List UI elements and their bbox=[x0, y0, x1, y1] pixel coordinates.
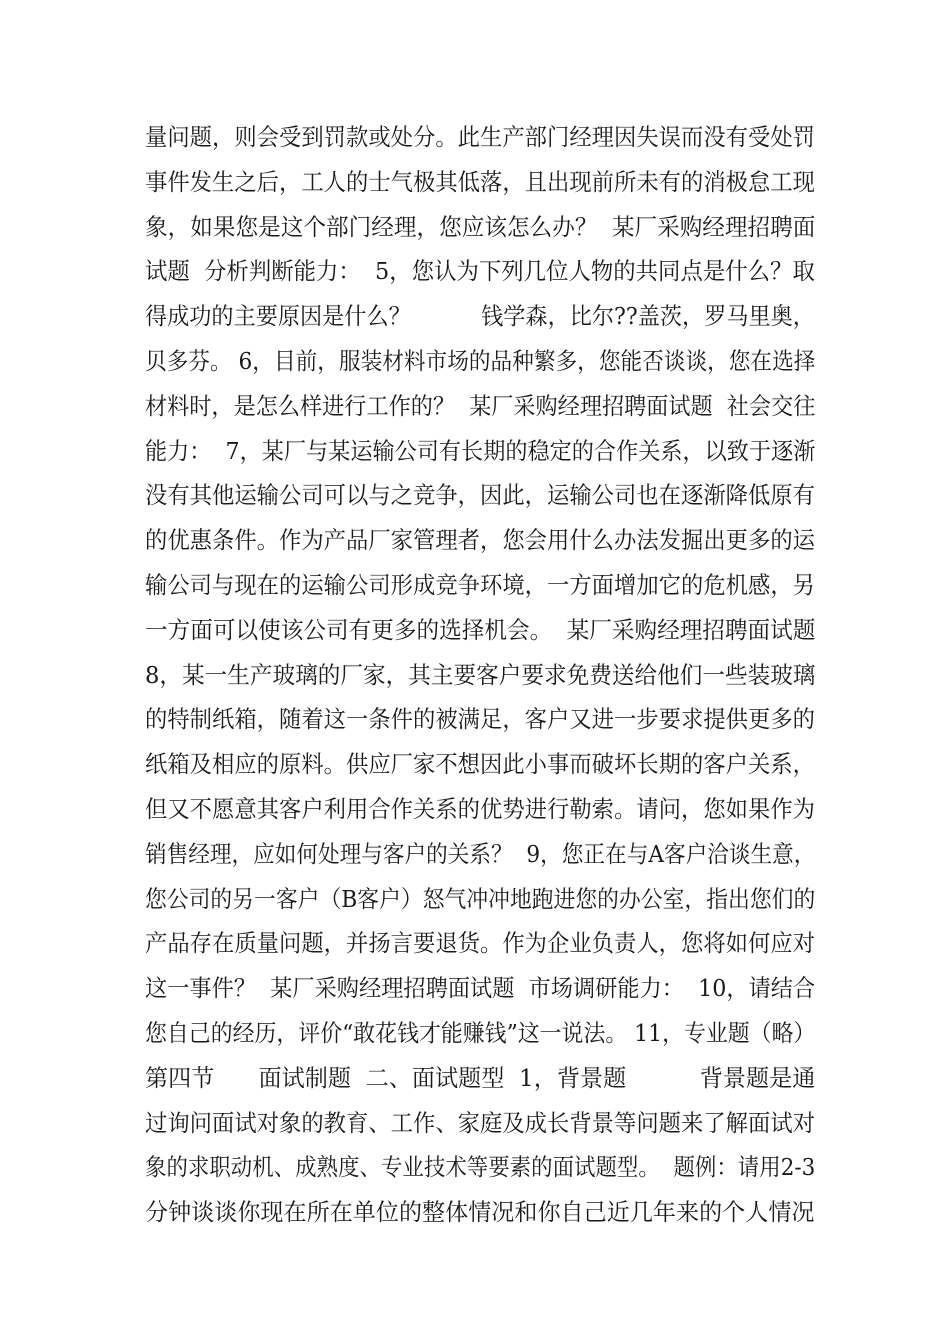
text-line: 试题 分析判断能力： 5，您认为下列几位人物的共同点是什么？取 bbox=[145, 257, 815, 286]
text-line: 能力： 7，某厂与某运输公司有长期的稳定的合作关系，以致于逐渐 bbox=[145, 436, 816, 465]
text-line: 输公司与现在的运输公司形成竞争环境，一方面增加它的危机感，另 bbox=[145, 570, 815, 599]
text-line: 材料时，是怎么样进行工作的？ 某厂采购经理招聘面试题 社会交往 bbox=[145, 391, 816, 420]
text-line: 销售经理，应如何处理与客户的关系？ 9，您正在与A客户洽谈生意， bbox=[145, 839, 816, 868]
text-line: 产品存在质量问题，并扬言要退货。作为企业负责人，您将如何应对 bbox=[145, 929, 815, 958]
body-text bbox=[145, 115, 815, 1235]
text-line: 没有其他运输公司可以与之竞争，因此，运输公司也在逐渐降低原有 bbox=[145, 481, 815, 510]
text-line: 第四节 面试制题 二、面试题型 1，背景题 背景题是通 bbox=[145, 1063, 816, 1092]
text-line: 您自己的经历，评价“敢花钱才能赚钱”这一说法。 11，专业题（略） bbox=[145, 1018, 816, 1047]
text-line: 您公司的另一客户（B客户）怒气冲冲地跑进您的办公室，指出您们的 bbox=[145, 884, 816, 913]
text-line: 量问题，则会受到罚款或处分。此生产部门经理因失误而没有受处罚 bbox=[145, 123, 815, 151]
text-line: 这一事件？ 某厂采购经理招聘面试题 市场调研能力： 10，请结合 bbox=[145, 974, 816, 1003]
text-line: 分钟谈谈你现在所在单位的整体情况和你自己近几年来的个人情况 bbox=[145, 1198, 815, 1227]
text-line: 纸箱及相应的原料。供应厂家不想因此小事而破坏长期的客户关系， bbox=[145, 750, 815, 779]
text-line: 一方面可以使该公司有更多的选择机会。 某厂采购经理招聘面试题 bbox=[145, 615, 816, 644]
text-line: 象的求职动机、成熟度、专业技术等要素的面试题型。 题例：请用2-3 bbox=[145, 1153, 816, 1182]
text-line: 象，如果您是这个部门经理，您应该怎么办？ 某厂采购经理招聘面 bbox=[145, 212, 816, 241]
text-line: 的优惠条件。作为产品厂家管理者，您会用什么办法发掘出更多的运 bbox=[145, 526, 815, 555]
text-line: 过询问面试对象的教育、工作、家庭及成长背景等问题来了解面试对 bbox=[145, 1108, 815, 1137]
text-line: 的特制纸箱，随着这一条件的被满足，客户又进一步要求提供更多的 bbox=[145, 705, 815, 734]
text-line: 贝多芬。 6，目前，服装材料市场的品种繁多，您能否谈谈，您在选择 bbox=[145, 346, 816, 375]
text-line: 得成功的主要原因是什么？ 钱学森，比尔??盖茨，罗马里奥， bbox=[145, 302, 815, 331]
text-line: 事件发生之后，工人的士气极其低落，且出现前所未有的消极怠工现 bbox=[145, 167, 815, 196]
text-line: 但又不愿意其客户利用合作关系的优势进行勒索。请问，您如果作为 bbox=[145, 794, 815, 823]
text-line: 8，某一生产玻璃的厂家，其主要客户要求免费送给他们一些装玻璃 bbox=[145, 660, 816, 689]
